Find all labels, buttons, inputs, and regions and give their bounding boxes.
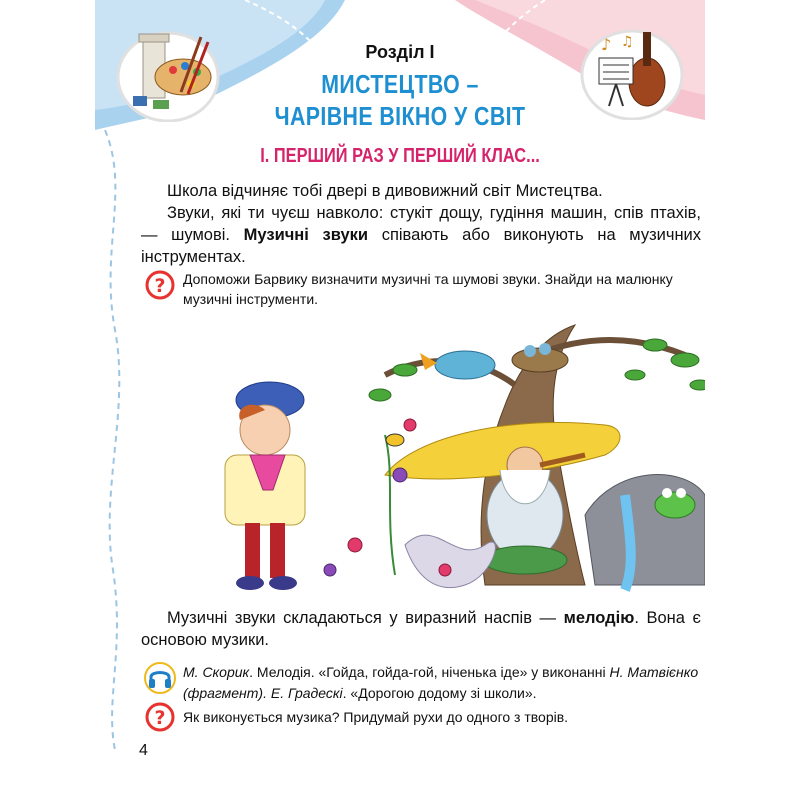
textbook-page: [95, 0, 705, 800]
composer-1: М. Скорик: [183, 664, 250, 680]
svg-text:?: ?: [154, 707, 166, 729]
question-icon: [145, 702, 175, 732]
page-number: 4: [139, 742, 148, 759]
melody-paragraph: [141, 607, 701, 651]
work-2: . «Дорогою додому зі школи».: [342, 685, 537, 701]
dashed-decoration: [95, 130, 135, 750]
illustration-forest-music: [155, 315, 705, 600]
melody-bold: мелодію: [563, 609, 635, 627]
melody-text-end: . Вона є основою музики.: [141, 609, 701, 649]
intro-paragraph-2: [141, 202, 701, 268]
page-title: [150, 68, 650, 132]
melody-text-start: Музичні звуки складаються у виразний наспів —: [167, 609, 557, 627]
svg-text:♪: ♪: [601, 35, 612, 54]
title-line-1: МИСТЕЦТВО –: [321, 69, 479, 99]
composer-2: Н. Матвієнко (фрагмент). Е. Градескі: [183, 664, 699, 701]
intro-paragraph-1: Школа відчиняє тобі двері в дивовижний світ Мистецтва.: [167, 182, 603, 200]
work-1: . Мелодія. «Гойда, гойда-гой, ніченька іде» у виконанні: [249, 664, 606, 680]
section-label: Розділ І: [365, 42, 435, 62]
listening-works: [183, 662, 703, 704]
intro-p2-end: співають або виконують на музичних інструментах.: [141, 226, 702, 266]
title-line-2: ЧАРІВНЕ ВІКНО У СВІТ: [274, 101, 526, 131]
intro-p2-start: Звуки, які ти чуєш навколо: стукіт дощу, гудіння машин, спів птахів, — шумові.: [141, 204, 701, 244]
intro-p2-bold: Музичні звуки: [243, 226, 369, 244]
question-icon: [145, 270, 175, 300]
svg-text:♫: ♫: [621, 34, 634, 50]
lesson-title: І. ПЕРШИЙ РАЗ У ПЕРШИЙ КЛАС...: [260, 145, 540, 167]
svg-text:?: ?: [154, 275, 166, 297]
headphones-icon: [144, 662, 176, 694]
task-1: Допоможи Барвику визначити музичні та шумові звуки. Знайди на малюнку музичні інструменти.: [183, 271, 673, 307]
task-2: Як виконується музика? Придумай рухи до одного з творів.: [183, 709, 569, 725]
